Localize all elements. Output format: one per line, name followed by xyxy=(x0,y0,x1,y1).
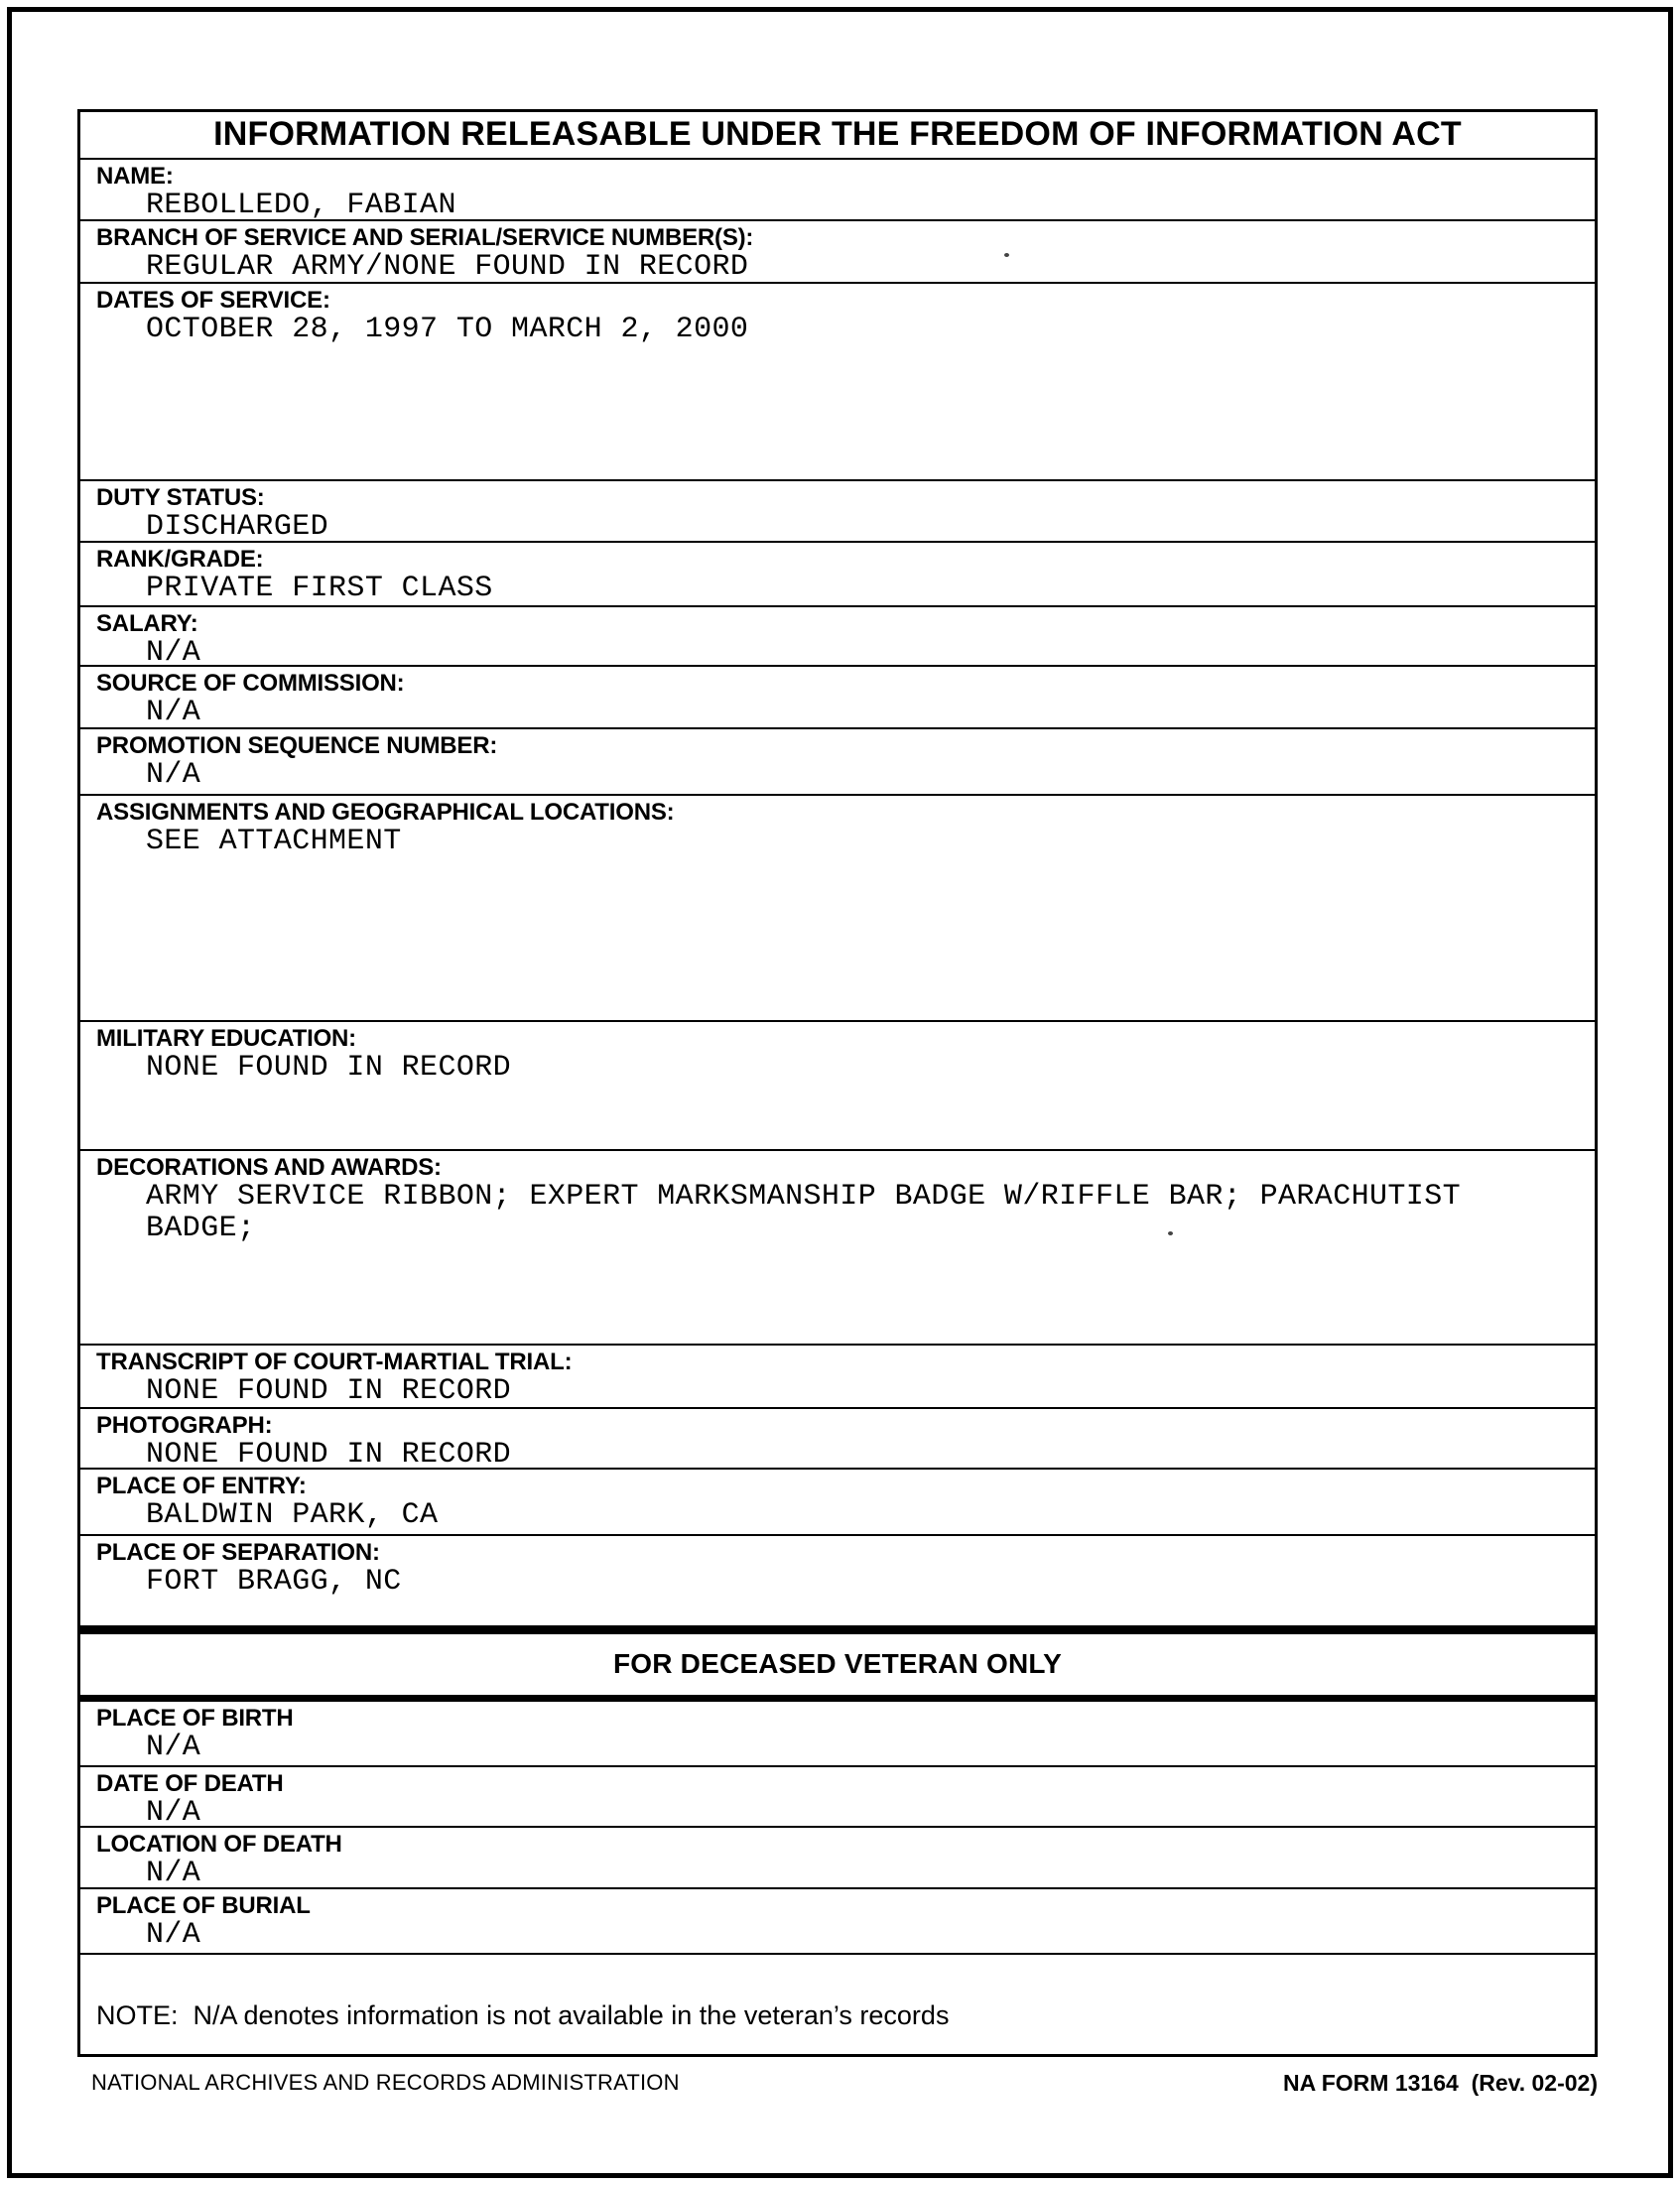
field-value: REBOLLEDO, FABIAN xyxy=(146,189,456,221)
field-row-military-education xyxy=(80,1022,1595,1151)
field-label: DUTY STATUS: xyxy=(96,484,265,511)
field-value: REGULAR ARMY/NONE FOUND IN RECORD xyxy=(146,250,749,284)
field-label: PLACE OF SEPARATION: xyxy=(96,1539,380,1566)
field-row-court-martial-transcript xyxy=(80,1346,1595,1409)
field-value: N/A xyxy=(146,1796,201,1828)
field-value: ARMY SERVICE RIBBON; EXPERT MARKSMANSHIP BADGE W/RIFFLE BAR; PARACHUTIST BADGE; xyxy=(146,1180,1480,1245)
field-value: FORT BRAGG, NC xyxy=(146,1565,402,1599)
field-label: RANK/GRADE: xyxy=(96,546,264,573)
footer-form-number: NA FORM 13164 (Rev. 02-02) xyxy=(1282,2070,1598,2096)
field-value: OCTOBER 28, 1997 TO MARCH 2, 2000 xyxy=(146,313,749,346)
field-value: DISCHARGED xyxy=(146,510,329,543)
form-footer xyxy=(77,2070,1598,2097)
field-row-source-of-commission xyxy=(80,667,1595,729)
footer-agency-name: NATIONAL ARCHIVES AND RECORDS ADMINISTRATION xyxy=(91,2070,680,2095)
field-row-salary xyxy=(80,607,1595,667)
field-value: N/A xyxy=(146,1918,201,1952)
deceased-section-header: FOR DECEASED VETERAN ONLY xyxy=(80,1627,1595,1702)
field-label: TRANSCRIPT OF COURT-MARTIAL TRIAL: xyxy=(96,1349,573,1375)
field-label: SOURCE OF COMMISSION: xyxy=(96,670,405,697)
field-label: DATE OF DEATH xyxy=(96,1770,284,1797)
field-label: PLACE OF ENTRY: xyxy=(96,1473,307,1499)
field-row-date-of-death xyxy=(80,1767,1595,1828)
scan-speck xyxy=(1004,253,1009,257)
field-value: SEE ATTACHMENT xyxy=(146,825,402,858)
field-value: BALDWIN PARK, CA xyxy=(146,1498,439,1532)
form-note: NOTE: N/A denotes information is not available in the veteran’s records xyxy=(96,2000,950,2030)
field-value: PRIVATE FIRST CLASS xyxy=(146,572,493,605)
field-value: NONE FOUND IN RECORD xyxy=(146,1374,512,1408)
field-row-place-of-birth xyxy=(80,1702,1595,1767)
field-label: LOCATION OF DEATH xyxy=(96,1831,342,1858)
field-value: NONE FOUND IN RECORD xyxy=(146,1438,512,1470)
field-value: NONE FOUND IN RECORD xyxy=(146,1051,512,1085)
field-label: DATES OF SERVICE: xyxy=(96,287,330,314)
field-row-rank-grade xyxy=(80,543,1595,607)
field-label: ASSIGNMENTS AND GEOGRAPHICAL LOCATIONS: xyxy=(96,799,675,826)
field-row-place-of-entry xyxy=(80,1470,1595,1536)
field-row-dates-of-service xyxy=(80,284,1595,481)
field-row-duty-status xyxy=(80,481,1595,543)
field-label: PLACE OF BIRTH xyxy=(96,1705,294,1732)
field-row-place-of-burial xyxy=(80,1889,1595,1955)
field-label: DECORATIONS AND AWARDS: xyxy=(96,1154,442,1181)
field-label: BRANCH OF SERVICE AND SERIAL/SERVICE NUMBER(S): xyxy=(96,224,754,251)
field-value: N/A xyxy=(146,1857,201,1889)
field-label: PROMOTION SEQUENCE NUMBER: xyxy=(96,732,498,759)
field-value: N/A xyxy=(146,758,201,792)
scan-speck xyxy=(1168,1231,1173,1235)
foia-form-table xyxy=(77,109,1598,2057)
field-row-branch-of-service xyxy=(80,221,1595,284)
field-label: PLACE OF BURIAL xyxy=(96,1892,311,1919)
field-row-photograph xyxy=(80,1409,1595,1470)
field-value: N/A xyxy=(146,1731,201,1764)
field-row-decorations-awards xyxy=(80,1151,1595,1346)
field-row-name xyxy=(80,160,1595,221)
field-label: MILITARY EDUCATION: xyxy=(96,1025,356,1052)
field-row-place-of-separation xyxy=(80,1536,1595,1627)
field-row-promotion-sequence-number xyxy=(80,729,1595,796)
form-title: INFORMATION RELEASABLE UNDER THE FREEDOM OF INFORMATION ACT xyxy=(80,112,1595,160)
field-label: PHOTOGRAPH: xyxy=(96,1412,273,1439)
field-label: NAME: xyxy=(96,163,174,190)
field-row-location-of-death xyxy=(80,1828,1595,1889)
field-row-assignments-locations xyxy=(80,796,1595,1022)
field-value: N/A xyxy=(146,636,201,667)
field-value: N/A xyxy=(146,696,201,729)
field-label: SALARY: xyxy=(96,610,198,637)
